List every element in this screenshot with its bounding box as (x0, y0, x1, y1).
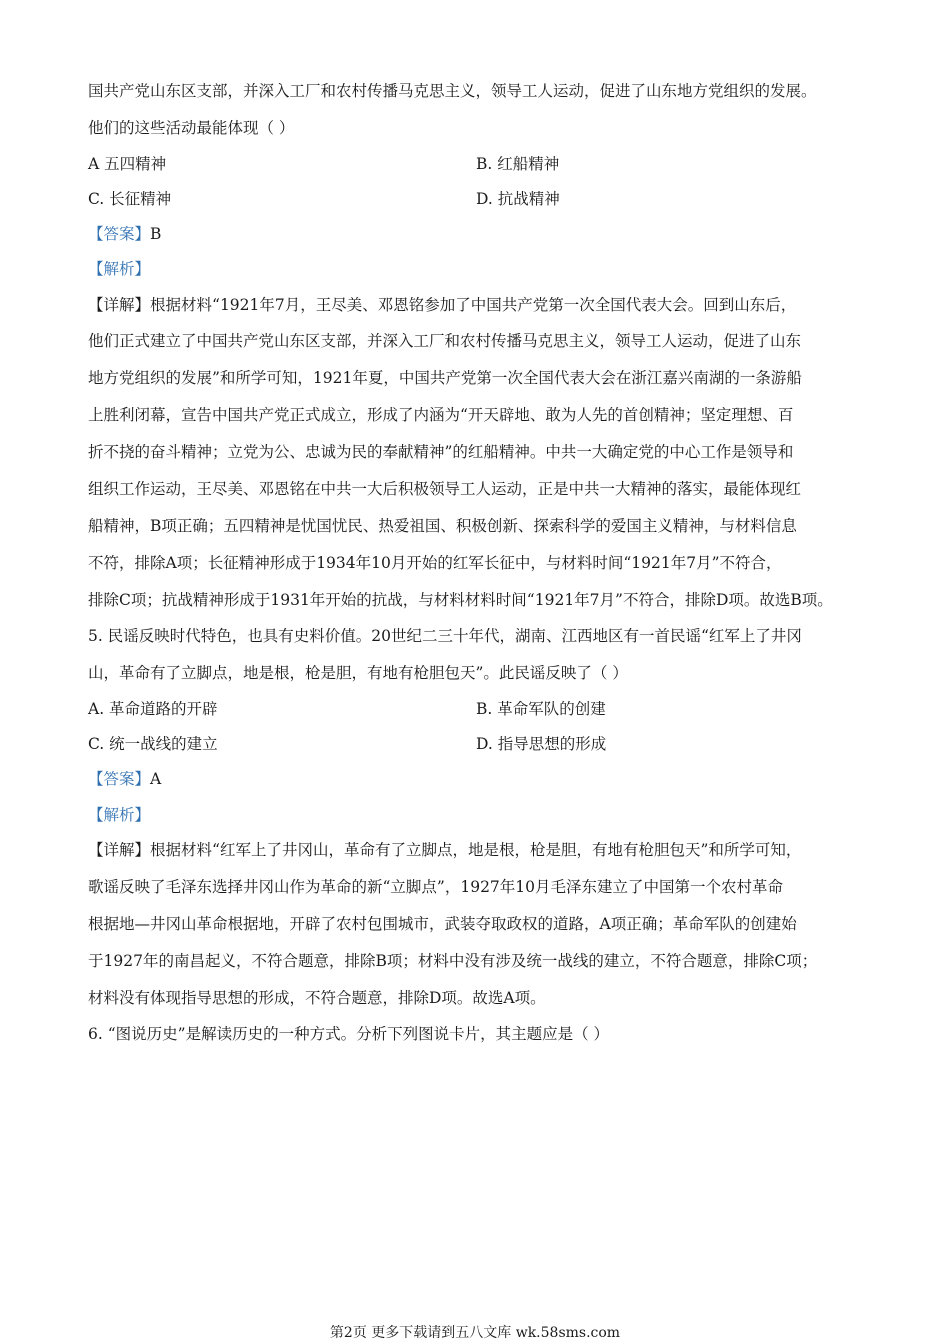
answer-value: B (150, 225, 162, 243)
q4-detail-line: 不符，排除A项；长征精神形成于1934年10月开始的红军长征中，与材料时间“1921年7月”不符合， (88, 554, 782, 572)
q4-option-d: D. 抗战精神 (476, 190, 560, 208)
q5-detail-line: 于1927年的南昌起义，不符合题意，排除B项；材料中没有涉及统一战线的建立，不符合题意，排除C项； (88, 952, 818, 970)
detail-text: 根据材料“1921年7月，王尽美、邓恩铭参加了中国共产党第一次全国代表大会。回到山东后， (150, 296, 797, 314)
q5-detail-line: 材料没有体现指导思想的形成，不符合题意，排除D项。故选A项。 (88, 989, 546, 1007)
q4-analysis (88, 258, 878, 280)
q4-detail-line: 船精神，B项正确；五四精神是忧国忧民、热爱祖国、积极创新、探索科学的爱国主义精神，与材料信息 (88, 517, 797, 535)
q5-option-a: A. 革命道路的开辟 (88, 700, 218, 718)
detail-text: 根据材料“红军上了井冈山，革命有了立脚点，地是根，枪是胆，有地有枪胆包天”和所学可知， (150, 841, 802, 859)
answer-value: A (150, 770, 162, 788)
analysis-tag: 【解析】 (88, 260, 151, 278)
q5-answer (88, 768, 878, 790)
q4-answer (88, 223, 878, 245)
q5-option-d: D. 指导思想的形成 (476, 735, 607, 753)
q4-option-b: B. 红船精神 (476, 155, 560, 173)
q5-detail-line (88, 839, 878, 861)
q5-analysis (88, 804, 878, 826)
q5-option-c: C. 统一战线的建立 (88, 735, 218, 753)
q4-detail-line: 组织工作运动，王尽美、邓恩铭在中共一大后积极领导工人运动，正是中共一大精神的落实，最能体现红 (88, 480, 802, 498)
q4-stem-line: 国共产党山东区支部，并深入工厂和农村传播马克思主义，领导工人运动，促进了山东地方党组织的发展。 (88, 82, 817, 100)
q4-detail-line: 上胜利闭幕，宣告中国共产党正式成立，形成了内涵为“开天辟地、敢为人先的首创精神；坚定理想、百 (88, 406, 794, 424)
q5-detail-line: 歌谣反映了毛泽东选择井冈山作为革命的新“立脚点”，1927年10月毛泽东建立了中国第一个农村革命 (88, 878, 784, 896)
q5-option-b: B. 革命军队的创建 (476, 700, 606, 718)
q4-detail-line: 他们正式建立了中国共产党山东区支部，并深入工厂和农村传播马克思主义，领导工人运动，促进了山东 (88, 332, 802, 350)
q5-stem-line: 山，革命有了立脚点，地是根，枪是胆，有地有枪胆包天”。此民谣反映了（ ） (88, 664, 628, 682)
q4-detail-line: 排除C项；抗战精神形成于1931年开始的抗战，与材料材料时间“1921年7月”不符合，排除D项。故选B项。 (88, 591, 833, 609)
answer-tag: 【答案】 (88, 770, 151, 788)
q5-stem-line: 5. 民谣反映时代特色，也具有史料价值。20世纪二三十年代，湖南、江西地区有一首民谣“红军上了井冈 (88, 627, 802, 645)
q4-detail-line (88, 294, 878, 316)
q5-detail-line: 根据地—井冈山革命根据地，开辟了农村包围城市，武装夺取政权的道路，A项正确；革命军队的创建始 (88, 915, 797, 933)
answer-tag: 【答案】 (88, 225, 151, 243)
page-footer: 第2页 更多下载请到五八文库 wk.58sms.com (329, 1325, 621, 1341)
analysis-tag: 【解析】 (88, 806, 151, 824)
q6-stem: 6. “图说历史”是解读历史的一种方式。分析下列图说卡片，其主题应是（ ） (88, 1025, 609, 1043)
q4-stem-line: 他们的这些活动最能体现（ ） (88, 119, 295, 137)
detail-tag: 【详解】 (88, 841, 151, 859)
q4-option-a: A 五四精神 (88, 155, 167, 173)
q4-option-c: C. 长征精神 (88, 190, 172, 208)
q4-detail-line: 折不挠的奋斗精神；立党为公、忠诚为民的奉献精神”的红船精神。中共一大确定党的中心工作是领导和 (88, 443, 794, 461)
detail-tag: 【详解】 (88, 296, 151, 314)
q4-detail-line: 地方党组织的发展”和所学可知，1921年夏，中国共产党第一次全国代表大会在浙江嘉兴南湖的一条游船 (88, 369, 802, 387)
